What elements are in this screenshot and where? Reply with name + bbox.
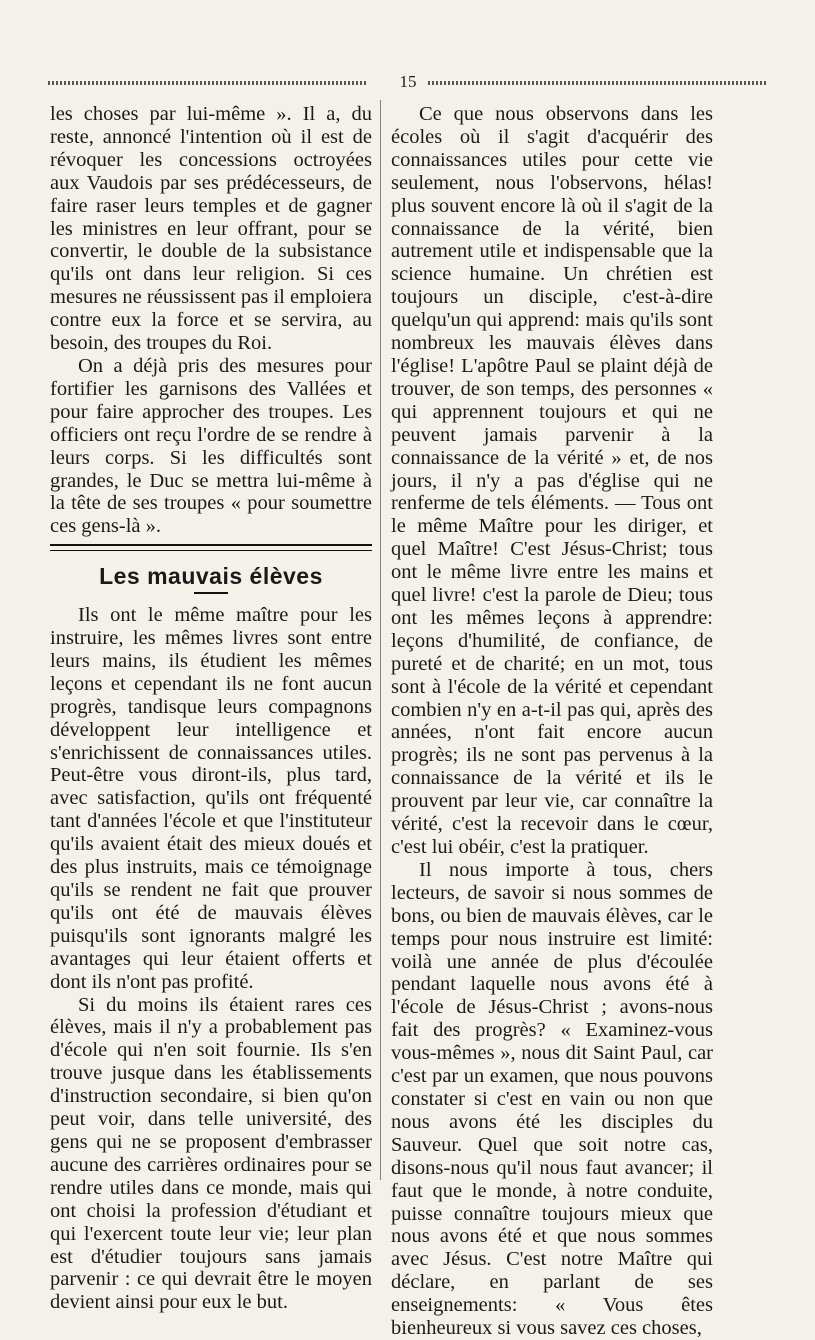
page-header bbox=[48, 72, 768, 92]
paragraph-bad-students: Ils ont le même maître pour les instruire, les mêmes livres sont entre leurs mains, ils étudient les mêmes leçons et cependant ils ne font aucun progrès, tandisque leurs compagnons développent leur intelligence et s'enrichissent de connaissances utiles. Peut-être vous diront-ils, plus tard, avec satisfaction, qu'ils ont fréquenté tant d'années l'école et que l'instituteur qu'ils avaient était des mieux doués et des plus instruits, mais ce témoignage qu'ils se rendent ne fait que prouver qu'ils ont été de mauvais élèves puisqu'ils sont ignorants malgré les avantages qui leur étaient offerts et dont ils n'ont pas profité. bbox=[50, 604, 372, 993]
column-divider bbox=[380, 100, 381, 1180]
right-column bbox=[391, 103, 713, 1340]
paragraph-university: Si du moins ils étaient rares ces élèves, mais il n'y a probablement pas d'école qui n'en soit fournie. Ils s'en trouve jusque dans les établissements d'instruction secondaire, si bien qu'on peut voir, dans telle université, des gens qui ne se proposent d'embrasser aucune des carrières ordinaires pour se rendre utiles dans ce monde, mais qui ont choisi la profession d'étudiant et qui l'exercent toute leur vie; leur plan est d'étudier toujours sans jamais parvenir : ce qui devrait être le moyen devient ainsi pour eux le but. bbox=[50, 993, 372, 1314]
paragraph-garrisons: On a déjà pris des mesures pour fortifier les garnisons des Vallées et pour faire approcher des troupes. Les officiers ont reçu l'ordre de se rendre à leurs corps. Si les difficultés sont grandes, le Duc se mettra lui-même à la tête de ses troupes « pour soumettre ces gens-là ». bbox=[50, 354, 372, 538]
header-ornament-right bbox=[428, 81, 768, 85]
paragraph-vaudois-measures: les choses par lui-même ». Il a, du reste, annoncé l'intention où il est de révoquer les concessions octroyées aux Vaudois par ses prédécesseurs, de faire raser leurs temples et de gagner les ministres en leur offrant, pour se convertir, le double de la subsistance qu'ils ont dans leur religion. Si ces mesures ne réussissent pas il emploiera contre eux la force et se servira, au besoin, des troupes du Roi. bbox=[50, 103, 372, 355]
left-column bbox=[50, 103, 372, 1314]
title-underline bbox=[194, 592, 228, 594]
section-title: Les mauvais élèves bbox=[99, 563, 323, 590]
page-number: 15 bbox=[399, 72, 417, 91]
paragraph-readers: Il nous importe à tous, chers lecteurs, de savoir si nous sommes de bons, ou bien de mauvais élèves, car le temps pour nous instruire est limité: voilà une année de plus d'écoulée pendant laquelle nous avons été à l'école de Jésus-Christ ; avons-nous fait des progrès? « Examinez-vous vous-mêmes », nous dit Saint Paul, car c'est par un examen, que nous pouvons constater si c'est en vain ou non que nous avons été les disciples du Sauveur. Quel que soit notre cas, disons-nous qu'il nous faut avancer; il faut que le monde, à notre conduite, puisse connaître toujours mieux que nous avons été et que nous sommes avec Jésus. C'est notre Maître qui déclare, en parlant de ses enseignements: « Vous êtes bienheureux si vous savez ces choses, bbox=[391, 858, 713, 1340]
paragraph-church-students: Ce que nous observons dans les écoles où il s'agit d'acquérir des connaissances utiles pour cette vie seulement, nous l'observons, hélas! plus souvent encore là où il s'agit de la connaissance de la vérité, bien autrement utile et indispensable que la science humaine. Un chrétien est toujours un disciple, c'est-à-dire quelqu'un qui apprend: mais qu'ils sont nombreux les mauvais élèves dans l'église! L'apôtre Paul se plaint déjà de trouver, de son temps, des personnes « qui apprennent toujours et qui ne peuvent jamais parvenir à la connaissance de la vérité » et, de nos jours, il n'y a pas d'église qui ne renferme de tels éléments. — Tous ont le même Maître pour les diriger, et quel Maître! C'est Jésus-Christ; tous ont le même livre entre les mains et quel livre! c'est la parole de Dieu; tous ont les mêmes leçons à apprendre: leçons d'humilité, de confiance, de pureté et de charité; en un mot, tous sont à l'école de la vérité et cependant combien n'y en a-t-il pas qui, après des années, n'ont fait encore aucun progrès; ils ne sont pas pervenus à la connaissance de la vérité et ils le prouvent par leur vie, car connaître la vérité, c'est la recevoir dans le cœur, c'est lui obéir, c'est la pratiquer. bbox=[391, 103, 713, 858]
section-divider bbox=[50, 544, 372, 551]
